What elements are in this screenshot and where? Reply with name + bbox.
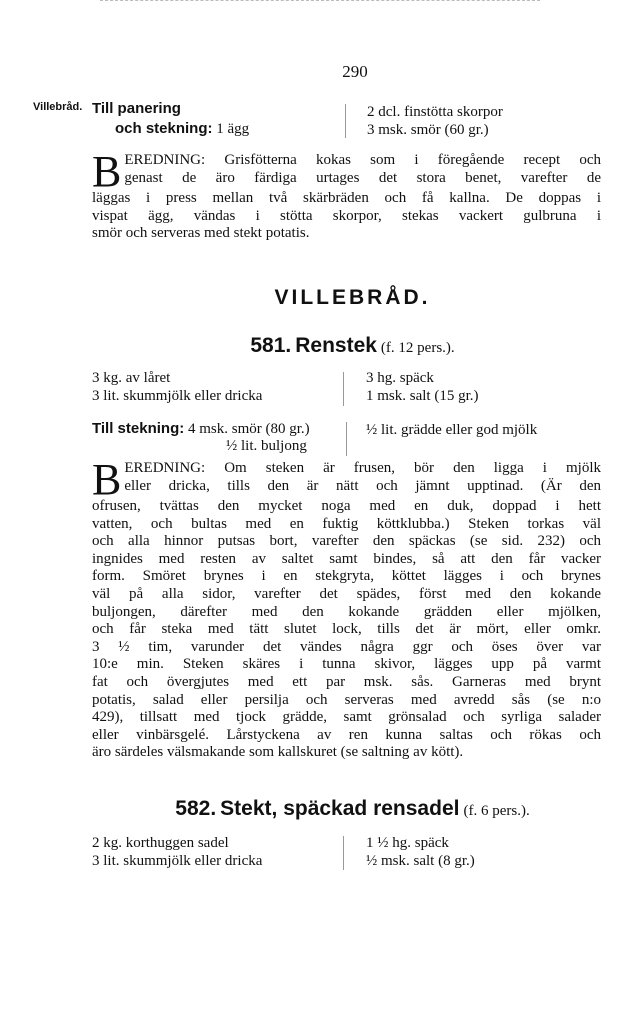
ingredient-right-1: 3 hg. späck	[366, 370, 434, 386]
column-divider	[343, 836, 344, 870]
ingredient-left-2: 3 lit. skummjölk eller dricka	[92, 853, 263, 869]
ingredient-right-1: 2 dcl. finstötta skorpor	[367, 104, 503, 120]
method-paragraph-581	[92, 455, 601, 762]
stekning-right: ½ lit. grädde eller god mjölk	[366, 422, 538, 438]
recipe-number: 582.	[175, 797, 217, 820]
method-line: eller vinbärsgelé. Lårstyckena av ren kunna saltas och rökas och	[92, 726, 601, 743]
ingredients-heading: Till panering	[92, 100, 181, 117]
recipe-name: Stekt, späckad rensadel	[220, 797, 460, 820]
method-line: äro särdeles välsmakande som kallskuret (se saltning av kött).	[92, 744, 464, 761]
method-line: ingnides med resten av saltet samt bindes, så att den får vacker	[92, 550, 601, 567]
method-line: fat och övergjutes med ett par msk. sås. Garneras med brynt	[92, 673, 601, 690]
stekning-line	[92, 420, 310, 438]
page-number: 290	[342, 62, 368, 81]
recipe-servings: (f. 12 pers.).	[380, 340, 455, 356]
recipe-servings: (f. 6 pers.).	[463, 803, 530, 819]
column-divider	[345, 104, 346, 138]
method-line: vispat ägg, vändas i stötta skorpor, stekas vackert gulbruna i	[92, 207, 601, 224]
method-line: läggas i press mellan två skärbräden och få kallna. De doppas i	[92, 190, 601, 206]
drop-cap: B	[92, 455, 122, 504]
margin-label: Villebråd.	[33, 101, 83, 113]
method-line: väl på alla sidor, varefter det spädes, först med den kokande	[92, 585, 601, 602]
method-line: EREDNING: Grisfötterna kokas som i föregående recept och	[124, 152, 601, 168]
method-line: och alla hinnor putsas bort, varefter den späckas (se sid. 232) och	[92, 533, 601, 550]
method-line: potatis, salad eller persilja och serveras med avredd sås (se n:o	[92, 691, 601, 708]
ingredients-heading-line2	[115, 120, 249, 138]
ingredient-right-2: 3 msk. smör (60 gr.)	[367, 122, 489, 138]
section-title: VILLEBRÅD.	[274, 286, 431, 309]
recipe-581-title	[0, 334, 640, 358]
ingredient-right-1: 1 ½ hg. späck	[366, 835, 449, 851]
ingredient-left-1: 3 kg. av låret	[92, 370, 171, 386]
method-line: 429), tillsatt med tjock grädde, samt grönsalad och syrliga salader	[92, 709, 601, 726]
method-paragraph-prev	[92, 147, 601, 243]
method-line: 3 ½ tim, varunder det vändes några ggr och öses över var	[92, 638, 601, 655]
column-divider	[343, 372, 344, 406]
method-line: buljongen, därefter med den kokande grädden eller mjölken,	[92, 603, 601, 620]
ingredient-left-1: 2 kg. korthuggen sadel	[92, 835, 229, 851]
ingredient-right-2: ½ msk. salt (8 gr.)	[366, 853, 475, 869]
method-line: och får steka med tätt slutet lock, tills det är mört, eller omkr.	[92, 621, 601, 638]
ingredient-left: 1 ägg	[216, 121, 250, 137]
method-line: genast de äro färdiga urtages det stora benet, varefter de	[124, 169, 601, 186]
stekning-item-2: ½ lit. buljong	[226, 438, 307, 454]
ingredients-heading2: och stekning:	[115, 120, 213, 137]
method-line: vatten, och bultas med en fuktig köttklubba.) Steken torkas väl	[92, 515, 601, 532]
page-top-border	[100, 0, 540, 2]
stekning-item-1: 4 msk. smör (80 gr.)	[187, 421, 310, 437]
recipe-582-title	[0, 797, 640, 821]
recipe-number: 581.	[250, 334, 292, 357]
method-line: form. Smöret brynes i en stekgryta, köttet lägges i och brynes	[92, 568, 601, 585]
recipe-name: Renstek	[295, 334, 377, 357]
method-line: 10:e min. Steken skäres i tunna skivor, lägges upp på varmt	[92, 656, 601, 673]
method-line: EREDNING: Om steken är frusen, bör den ligga i mjölk	[124, 460, 601, 476]
stekning-label: Till stekning:	[92, 420, 185, 437]
method-line: ofrusen, tvättas den mycket noga med en duk, doppad i hett	[92, 498, 601, 514]
ingredient-right-2: 1 msk. salt (15 gr.)	[366, 388, 479, 404]
ingredient-left-2: 3 lit. skummjölk eller dricka	[92, 388, 263, 404]
method-line: eller dricka, tills den är nätt och jämnt upptinad. (Är den	[124, 477, 601, 494]
method-line: smör och serveras med stekt potatis.	[92, 225, 310, 242]
drop-cap: B	[92, 147, 122, 196]
column-divider	[346, 422, 347, 456]
